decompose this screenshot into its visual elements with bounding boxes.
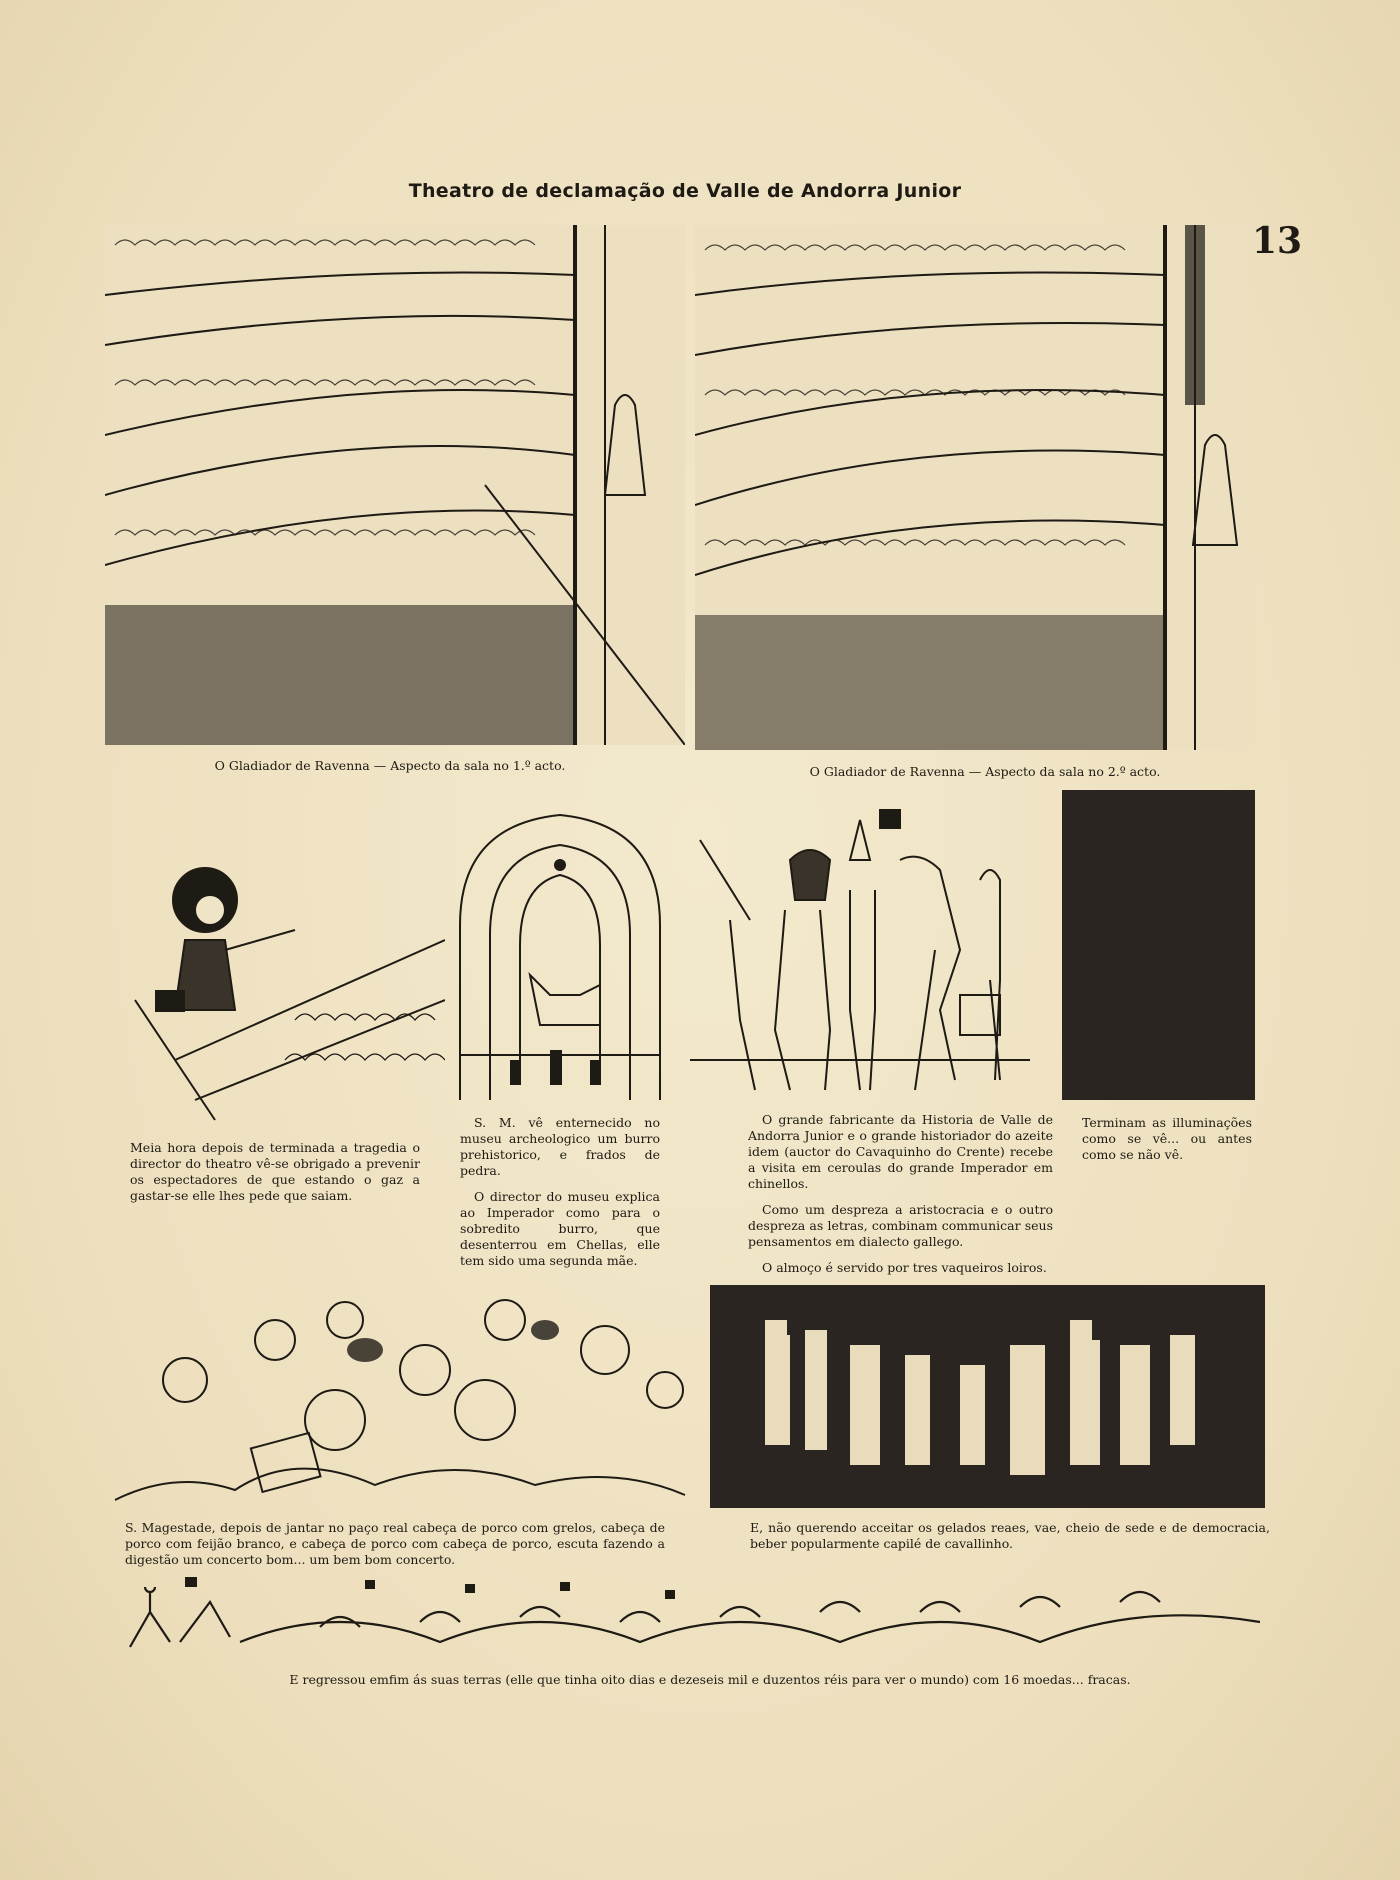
caption-visit <box>748 1112 1053 1286</box>
caption-concert: S. Magestade, depois de jantar no paço real cabeça de porco com grelos, cabeça de porco com feijão branco, e cabeça de porco com cabeça de porco, escuta fazendo a digestão um concerto bom... um bem bom concerto. <box>125 1520 665 1567</box>
caption-visit-p2: Como um despreza a aristocracia e o outro despreza as letras, combinam communicar seus pensamentos em dialecto gallego. <box>748 1202 1053 1249</box>
caption-illumination: Terminam as illuminações como se vê... ou antes como se não vê. <box>1082 1115 1252 1162</box>
running-figures-strip <box>120 1572 1270 1657</box>
theatre-act1-illustration <box>105 225 685 745</box>
visit-illustration <box>690 800 1030 1100</box>
caption-museum-p2: O director do museu explica ao Imperador como para o sobredito burro, que desenterrou em Chellas, elle tem sido uma segunda mãe. <box>460 1189 660 1268</box>
caption-final: E regressou emfim ás suas terras (elle que tinha oito dias e dezeseis mil e duzentos réis para ver o mundo) com 16 moedas... fracas. <box>289 1672 1131 1687</box>
caption-visit-p3: O almoço é servido por tres vaqueiros loiros. <box>762 1260 1047 1275</box>
caption-museum <box>460 1115 660 1279</box>
caption-theatre-act1: O Gladiador de Ravenna — Aspecto da sala no 1.º acto. <box>214 758 566 773</box>
capile-illustration <box>710 1285 1265 1508</box>
caption-museum-p1: S. M. vê enternecido no museu archeologico um burro prehistorico, e frados de pedra. <box>460 1115 660 1178</box>
theatre-act2-illustration <box>695 225 1250 750</box>
caption-visit-p1: O grande fabricante da Historia de Valle de Andorra Junior e o grande historiador do azeite idem (auctor do Cavaquinho do Crente) recebe a visita em ceroulas do grande Imperador em chinellos. <box>748 1112 1053 1191</box>
caption-theatre-act2: O Gladiador de Ravenna — Aspecto da sala no 2.º acto. <box>809 764 1161 779</box>
caption-director: Meia hora depois de terminada a tragedia o director do theatro vê-se obrigado a prevenir os espectadores de que estando o gaz a gastar-se elle lhes pede que saiam. <box>130 1140 420 1203</box>
page-number: 13 <box>1252 220 1303 262</box>
concert-illustration <box>105 1290 695 1515</box>
caption-capile: E, não querendo acceitar os gelados reaes, vae, cheio de sede e de democracia, beber popularmente capilé de cavallinho. <box>750 1520 1270 1551</box>
illumination-dark-panel <box>1062 790 1255 1100</box>
museum-illustration <box>450 805 670 1100</box>
director-illustration <box>115 860 445 1130</box>
page-title: Theatro de declamação de Valle de Andorra Junior <box>408 180 962 202</box>
